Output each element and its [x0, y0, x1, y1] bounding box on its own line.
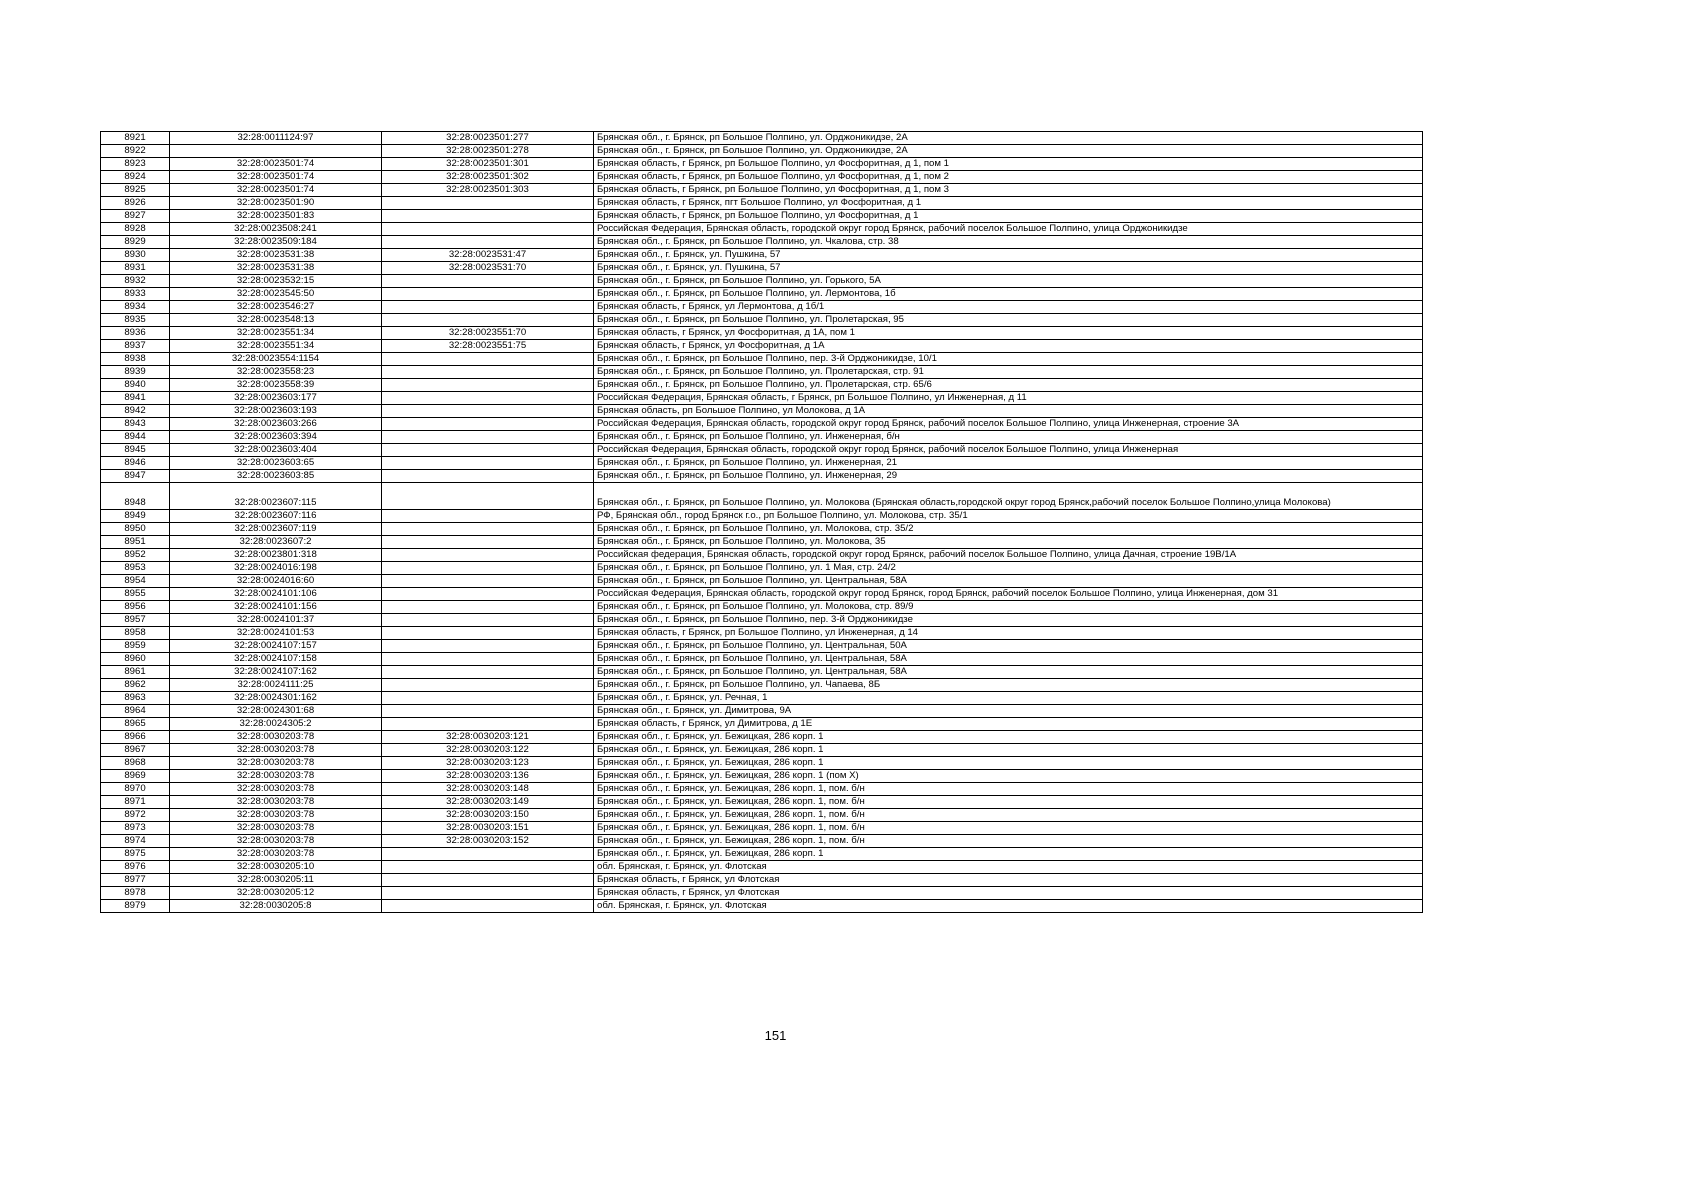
- object-cadastral-number-cell: [382, 314, 594, 327]
- row-number-cell: 8946: [101, 457, 170, 470]
- cadastral-number-cell: 32:28:0023801:318: [170, 549, 382, 562]
- address-cell: Брянская обл., г. Брянск, рп Большое Полпино, ул. 1 Мая, стр. 24/2: [594, 562, 1423, 575]
- cadastral-number-cell: 32:28:0023603:394: [170, 431, 382, 444]
- address-cell: Брянская обл., г. Брянск, рп Большое Полпино, ул. Пролетарская, стр. 65/6: [594, 379, 1423, 392]
- address-cell: Российская Федерация, Брянская область, городской округ город Брянск, рабочий поселок Большое Полпино, улица Инженерная, строение 3А: [594, 418, 1423, 431]
- table-row: [101, 796, 1423, 809]
- object-cadastral-number-cell: [382, 223, 594, 236]
- table-row: [101, 314, 1423, 327]
- object-cadastral-number-cell: 32:28:0030203:148: [382, 783, 594, 796]
- cadastral-number-cell: 32:28:0023603:404: [170, 444, 382, 457]
- row-number-cell: 8974: [101, 835, 170, 848]
- object-cadastral-number-cell: [382, 692, 594, 705]
- cadastral-number-cell: 32:28:0023607:2: [170, 536, 382, 549]
- cadastral-number-cell: 32:28:0023603:85: [170, 470, 382, 483]
- table-row: [101, 900, 1423, 913]
- row-number-cell: 8921: [101, 132, 170, 145]
- table-row: [101, 392, 1423, 405]
- address-cell: Брянская обл., г. Брянск, ул. Бежицкая, 286 корп. 1, пом. б/н: [594, 809, 1423, 822]
- cadastral-number-cell: 32:28:0023501:90: [170, 197, 382, 210]
- cadastral-number-cell: 32:28:0023603:177: [170, 392, 382, 405]
- row-number-cell: 8976: [101, 861, 170, 874]
- cadastral-number-cell: 32:28:0024107:162: [170, 666, 382, 679]
- cadastral-number-cell: 32:28:0030205:12: [170, 887, 382, 900]
- row-number-cell: 8972: [101, 809, 170, 822]
- address-cell: Брянская область, г Брянск, пгт Большое Полпино, ул Фосфоритная, д 1: [594, 197, 1423, 210]
- cadastral-number-cell: 32:28:0023501:74: [170, 171, 382, 184]
- object-cadastral-number-cell: [382, 718, 594, 731]
- object-cadastral-number-cell: [382, 405, 594, 418]
- table-row: [101, 145, 1423, 158]
- table-row: [101, 457, 1423, 470]
- address-cell: Брянская область, г Брянск, ул Лермонтова, д 1б/1: [594, 301, 1423, 314]
- object-cadastral-number-cell: [382, 210, 594, 223]
- table-row: [101, 353, 1423, 366]
- row-number-cell: 8959: [101, 640, 170, 653]
- table-row: [101, 562, 1423, 575]
- row-number-cell: 8971: [101, 796, 170, 809]
- cadastral-number-cell: 32:28:0030203:78: [170, 783, 382, 796]
- address-cell: Брянская обл., г. Брянск, рп Большое Полпино, ул. Горького, 5А: [594, 275, 1423, 288]
- cadastral-number-cell: 32:28:0023607:119: [170, 523, 382, 536]
- row-number-cell: 8970: [101, 783, 170, 796]
- object-cadastral-number-cell: [382, 705, 594, 718]
- table-row: [101, 171, 1423, 184]
- row-number-cell: 8969: [101, 770, 170, 783]
- table-row: [101, 132, 1423, 145]
- cadastral-number-cell: 32:28:0030203:78: [170, 835, 382, 848]
- table-row: [101, 783, 1423, 796]
- cadastral-number-cell: 32:28:0030203:78: [170, 796, 382, 809]
- table-row: [101, 327, 1423, 340]
- page-number: 151: [764, 1028, 787, 1043]
- object-cadastral-number-cell: [382, 301, 594, 314]
- table-row: [101, 809, 1423, 822]
- row-number-cell: 8945: [101, 444, 170, 457]
- address-cell: Брянская обл., г. Брянск, ул. Бежицкая, 286 корп. 1, пом. б/н: [594, 783, 1423, 796]
- table-row: [101, 223, 1423, 236]
- address-cell: Брянская обл., г. Брянск, рп Большое Полпино, ул. Инженерная, б/н: [594, 431, 1423, 444]
- row-number-cell: 8949: [101, 510, 170, 523]
- row-number-cell: 8963: [101, 692, 170, 705]
- address-cell: Брянская область, г Брянск, рп Большое Полпино, ул Фосфоритная, д 1, пом 1: [594, 158, 1423, 171]
- cadastral-number-cell: 32:28:0024016:60: [170, 575, 382, 588]
- table-row: [101, 249, 1423, 262]
- table-row: [101, 718, 1423, 731]
- row-number-cell: 8936: [101, 327, 170, 340]
- cadastral-number-cell: 32:28:0023603:193: [170, 405, 382, 418]
- address-cell: Брянская обл., г. Брянск, рп Большое Полпино, ул. Молокова, стр. 35/2: [594, 523, 1423, 536]
- object-cadastral-number-cell: [382, 536, 594, 549]
- object-cadastral-number-cell: 32:28:0030203:123: [382, 757, 594, 770]
- object-cadastral-number-cell: 32:28:0030203:150: [382, 809, 594, 822]
- object-cadastral-number-cell: [382, 848, 594, 861]
- address-cell: обл. Брянская, г. Брянск, ул. Флотская: [594, 861, 1423, 874]
- object-cadastral-number-cell: [382, 627, 594, 640]
- row-number-cell: 8967: [101, 744, 170, 757]
- registry-table: [100, 131, 1423, 913]
- row-number-cell: 8924: [101, 171, 170, 184]
- table-row: [101, 236, 1423, 249]
- table-row: [101, 848, 1423, 861]
- object-cadastral-number-cell: [382, 614, 594, 627]
- row-number-cell: 8979: [101, 900, 170, 913]
- address-cell: Российская Федерация, Брянская область, городской округ город Брянск, рабочий поселок Большое Полпино, улица Инженерная: [594, 444, 1423, 457]
- row-number-cell: 8926: [101, 197, 170, 210]
- object-cadastral-number-cell: [382, 275, 594, 288]
- cadastral-number-cell: 32:28:0011124:97: [170, 132, 382, 145]
- row-number-cell: 8955: [101, 588, 170, 601]
- row-number-cell: 8951: [101, 536, 170, 549]
- address-cell: Брянская область, г Брянск, ул Фосфоритная, д 1А: [594, 340, 1423, 353]
- object-cadastral-number-cell: [382, 653, 594, 666]
- table-row: [101, 210, 1423, 223]
- cadastral-number-cell: 32:28:0023532:15: [170, 275, 382, 288]
- row-number-cell: 8956: [101, 601, 170, 614]
- cadastral-number-cell: 32:28:0023501:83: [170, 210, 382, 223]
- table-row: [101, 158, 1423, 171]
- cadastral-number-cell: 32:28:0024016:198: [170, 562, 382, 575]
- object-cadastral-number-cell: [382, 418, 594, 431]
- object-cadastral-number-cell: [382, 549, 594, 562]
- object-cadastral-number-cell: [382, 575, 594, 588]
- row-number-cell: 8968: [101, 757, 170, 770]
- object-cadastral-number-cell: 32:28:0023501:303: [382, 184, 594, 197]
- cadastral-number-cell: 32:28:0024101:106: [170, 588, 382, 601]
- address-cell: Брянская обл., г. Брянск, рп Большое Полпино, ул. Центральная, 50А: [594, 640, 1423, 653]
- address-cell: Брянская обл., г. Брянск, рп Большое Полпино, ул. Пролетарская, 95: [594, 314, 1423, 327]
- table-row: [101, 536, 1423, 549]
- table-row: [101, 470, 1423, 483]
- cadastral-number-cell: [170, 145, 382, 158]
- row-number-cell: 8977: [101, 874, 170, 887]
- cadastral-number-cell: 32:28:0023603:266: [170, 418, 382, 431]
- address-cell: Брянская обл., г. Брянск, рп Большое Полпино, ул. Молокова, стр. 89/9: [594, 601, 1423, 614]
- object-cadastral-number-cell: 32:28:0023551:70: [382, 327, 594, 340]
- object-cadastral-number-cell: [382, 236, 594, 249]
- address-cell: Брянская обл., г. Брянск, рп Большое Полпино, ул. Орджоникидзе, 2А: [594, 145, 1423, 158]
- object-cadastral-number-cell: [382, 874, 594, 887]
- object-cadastral-number-cell: 32:28:0023501:278: [382, 145, 594, 158]
- address-cell: Брянская обл., г. Брянск, рп Большое Полпино, ул. Центральная, 58А: [594, 666, 1423, 679]
- row-number-cell: 8928: [101, 223, 170, 236]
- address-cell: Брянская обл., г. Брянск, рп Большое Полпино, ул. Пролетарская, стр. 91: [594, 366, 1423, 379]
- cadastral-number-cell: 32:28:0024107:158: [170, 653, 382, 666]
- table-row: [101, 340, 1423, 353]
- row-number-cell: 8922: [101, 145, 170, 158]
- table-row: [101, 510, 1423, 523]
- row-number-cell: 8939: [101, 366, 170, 379]
- cadastral-number-cell: 32:28:0024101:53: [170, 627, 382, 640]
- table-row: [101, 197, 1423, 210]
- object-cadastral-number-cell: [382, 588, 594, 601]
- address-cell: Брянская обл., г. Брянск, рп Большое Полпино, ул. Центральная, 58А: [594, 653, 1423, 666]
- cadastral-number-cell: 32:28:0030203:78: [170, 757, 382, 770]
- address-cell: Брянская область, г Брянск, рп Большое Полпино, ул Фосфоритная, д 1, пом 3: [594, 184, 1423, 197]
- cadastral-number-cell: 32:28:0030203:78: [170, 731, 382, 744]
- address-cell: Брянская обл., г. Брянск, ул. Пушкина, 57: [594, 249, 1423, 262]
- row-number-cell: 8965: [101, 718, 170, 731]
- object-cadastral-number-cell: [382, 601, 594, 614]
- address-cell: Брянская обл., г. Брянск, ул. Димитрова, 9А: [594, 705, 1423, 718]
- cadastral-number-cell: 32:28:0023508:241: [170, 223, 382, 236]
- table-row: [101, 653, 1423, 666]
- row-number-cell: 8953: [101, 562, 170, 575]
- address-cell: Брянская обл., г. Брянск, рп Большое Полпино, ул. Чкалова, стр. 38: [594, 236, 1423, 249]
- table-row: [101, 640, 1423, 653]
- table-row: [101, 835, 1423, 848]
- cadastral-number-cell: 32:28:0030205:10: [170, 861, 382, 874]
- row-number-cell: 8938: [101, 353, 170, 366]
- table-row: [101, 874, 1423, 887]
- table-row: [101, 431, 1423, 444]
- object-cadastral-number-cell: 32:28:0030203:151: [382, 822, 594, 835]
- object-cadastral-number-cell: [382, 392, 594, 405]
- cadastral-number-cell: 32:28:0023558:39: [170, 379, 382, 392]
- cadastral-number-cell: 32:28:0030203:78: [170, 809, 382, 822]
- address-cell: Брянская обл., г. Брянск, ул. Речная, 1: [594, 692, 1423, 705]
- cadastral-number-cell: 32:28:0024301:68: [170, 705, 382, 718]
- row-number-cell: 8975: [101, 848, 170, 861]
- table-row: [101, 444, 1423, 457]
- address-cell: Брянская обл., г. Брянск, рп Большое Полпино, ул. Орджоникидзе, 2А: [594, 132, 1423, 145]
- cadastral-number-cell: 32:28:0030203:78: [170, 770, 382, 783]
- table-row: [101, 523, 1423, 536]
- table-row: [101, 757, 1423, 770]
- row-number-cell: 8934: [101, 301, 170, 314]
- object-cadastral-number-cell: 32:28:0030203:122: [382, 744, 594, 757]
- row-number-cell: 8932: [101, 275, 170, 288]
- row-number-cell: 8966: [101, 731, 170, 744]
- cadastral-number-cell: 32:28:0024101:37: [170, 614, 382, 627]
- address-cell: Российская Федерация, Брянская область, городской округ город Брянск, рабочий поселок Большое Полпино, улица Орджоникидзе: [594, 223, 1423, 236]
- object-cadastral-number-cell: 32:28:0023531:70: [382, 262, 594, 275]
- row-number-cell: 8962: [101, 679, 170, 692]
- address-cell: Брянская обл., г. Брянск, рп Большое Полпино, ул. Молокова (Брянская область,городской округ город Брянск,рабочий поселок Большое Полпино,улица Молокова): [594, 483, 1423, 510]
- object-cadastral-number-cell: 32:28:0023501:277: [382, 132, 594, 145]
- table-row: [101, 275, 1423, 288]
- row-number-cell: 8940: [101, 379, 170, 392]
- object-cadastral-number-cell: [382, 679, 594, 692]
- table-row: [101, 575, 1423, 588]
- row-number-cell: 8944: [101, 431, 170, 444]
- address-cell: Брянская обл., г. Брянск, рп Большое Полпино, ул. Инженерная, 29: [594, 470, 1423, 483]
- row-number-cell: 8942: [101, 405, 170, 418]
- table-row: [101, 262, 1423, 275]
- cadastral-number-cell: 32:28:0023509:184: [170, 236, 382, 249]
- address-cell: Брянская область, г Брянск, ул Димитрова, д 1Е: [594, 718, 1423, 731]
- cadastral-number-cell: 32:28:0023607:115: [170, 483, 382, 510]
- cadastral-number-cell: 32:28:0030203:78: [170, 822, 382, 835]
- row-number-cell: 8929: [101, 236, 170, 249]
- object-cadastral-number-cell: [382, 900, 594, 913]
- table-row: [101, 184, 1423, 197]
- object-cadastral-number-cell: [382, 197, 594, 210]
- table-row: [101, 627, 1423, 640]
- row-number-cell: 8960: [101, 653, 170, 666]
- row-number-cell: 8950: [101, 523, 170, 536]
- table-row: [101, 744, 1423, 757]
- address-cell: Брянская обл., г. Брянск, ул. Бежицкая, 286 корп. 1, пом. б/н: [594, 822, 1423, 835]
- row-number-cell: 8978: [101, 887, 170, 900]
- table-row: [101, 601, 1423, 614]
- object-cadastral-number-cell: [382, 861, 594, 874]
- cadastral-number-cell: 32:28:0030205:8: [170, 900, 382, 913]
- address-cell: Брянская область, г Брянск, ул Фосфоритная, д 1А, пом 1: [594, 327, 1423, 340]
- table-row: [101, 666, 1423, 679]
- object-cadastral-number-cell: [382, 523, 594, 536]
- object-cadastral-number-cell: 32:28:0030203:149: [382, 796, 594, 809]
- row-number-cell: 8961: [101, 666, 170, 679]
- address-cell: Брянская область, г Брянск, рп Большое Полпино, ул Инженерная, д 14: [594, 627, 1423, 640]
- address-cell: Брянская обл., г. Брянск, ул. Бежицкая, 286 корп. 1: [594, 731, 1423, 744]
- object-cadastral-number-cell: 32:28:0023501:301: [382, 158, 594, 171]
- row-number-cell: 8973: [101, 822, 170, 835]
- address-cell: Брянская обл., г. Брянск, ул. Бежицкая, 286 корп. 1: [594, 744, 1423, 757]
- address-cell: Брянская область, г Брянск, ул Флотская: [594, 874, 1423, 887]
- address-cell: Брянская обл., г. Брянск, рп Большое Полпино, ул. Инженерная, 21: [594, 457, 1423, 470]
- row-number-cell: 8958: [101, 627, 170, 640]
- object-cadastral-number-cell: [382, 288, 594, 301]
- row-number-cell: 8941: [101, 392, 170, 405]
- cadastral-number-cell: 32:28:0023501:74: [170, 158, 382, 171]
- table-row: [101, 770, 1423, 783]
- table-row: [101, 861, 1423, 874]
- object-cadastral-number-cell: 32:28:0030203:152: [382, 835, 594, 848]
- cadastral-number-cell: 32:28:0023548:13: [170, 314, 382, 327]
- address-cell: Брянская обл., г. Брянск, ул. Бежицкая, 286 корп. 1, пом. б/н: [594, 796, 1423, 809]
- address-cell: Брянская обл., г. Брянск, рп Большое Полпино, пер. 3-й Орджоникидзе: [594, 614, 1423, 627]
- address-cell: РФ, Брянская обл., город Брянск г.о., рп Большое Полпино, ул. Молокова, стр. 35/1: [594, 510, 1423, 523]
- address-cell: Брянская обл., г. Брянск, ул. Пушкина, 57: [594, 262, 1423, 275]
- cadastral-number-cell: 32:28:0023607:116: [170, 510, 382, 523]
- cadastral-number-cell: 32:28:0030203:78: [170, 744, 382, 757]
- object-cadastral-number-cell: [382, 353, 594, 366]
- cadastral-number-cell: 32:28:0024101:156: [170, 601, 382, 614]
- table-row: [101, 288, 1423, 301]
- address-cell: Брянская область, г Брянск, рп Большое Полпино, ул Фосфоритная, д 1, пом 2: [594, 171, 1423, 184]
- address-cell: Брянская обл., г. Брянск, рп Большое Полпино, ул. Центральная, 58А: [594, 575, 1423, 588]
- address-cell: Российская Федерация, Брянская область, городской округ город Брянск, город Брянск, рабочий поселок Большое Полпино, улица Инженерная, дом 31: [594, 588, 1423, 601]
- table-body: [101, 132, 1423, 913]
- object-cadastral-number-cell: 32:28:0023501:302: [382, 171, 594, 184]
- object-cadastral-number-cell: [382, 666, 594, 679]
- address-cell: Брянская обл., г. Брянск, ул. Бежицкая, 286 корп. 1, пом. б/н: [594, 835, 1423, 848]
- cadastral-number-cell: 32:28:0023546:27: [170, 301, 382, 314]
- table-row: [101, 731, 1423, 744]
- address-cell: Российская Федерация, Брянская область, г Брянск, рп Большое Полпино, ул Инженерная, д 11: [594, 392, 1423, 405]
- table-row: [101, 549, 1423, 562]
- cadastral-number-cell: 32:28:0023545:50: [170, 288, 382, 301]
- object-cadastral-number-cell: [382, 640, 594, 653]
- cadastral-number-cell: 32:28:0023531:38: [170, 262, 382, 275]
- address-cell: Брянская обл., г. Брянск, рп Большое Полпино, ул. Лермонтова, 1б: [594, 288, 1423, 301]
- object-cadastral-number-cell: [382, 887, 594, 900]
- cadastral-number-cell: 32:28:0023531:38: [170, 249, 382, 262]
- object-cadastral-number-cell: [382, 379, 594, 392]
- address-cell: Брянская область, рп Большое Полпино, ул Молокова, д 1А: [594, 405, 1423, 418]
- cadastral-number-cell: 32:28:0023558:23: [170, 366, 382, 379]
- row-number-cell: 8927: [101, 210, 170, 223]
- object-cadastral-number-cell: [382, 470, 594, 483]
- row-number-cell: 8925: [101, 184, 170, 197]
- row-number-cell: 8943: [101, 418, 170, 431]
- cadastral-number-cell: 32:28:0024107:157: [170, 640, 382, 653]
- object-cadastral-number-cell: [382, 457, 594, 470]
- cadastral-number-cell: 32:28:0023554:1154: [170, 353, 382, 366]
- row-number-cell: 8931: [101, 262, 170, 275]
- object-cadastral-number-cell: 32:28:0030203:121: [382, 731, 594, 744]
- table-row: [101, 301, 1423, 314]
- address-cell: обл. Брянская, г. Брянск, ул. Флотская: [594, 900, 1423, 913]
- object-cadastral-number-cell: 32:28:0023531:47: [382, 249, 594, 262]
- object-cadastral-number-cell: 32:28:0023551:75: [382, 340, 594, 353]
- table-row: [101, 418, 1423, 431]
- cadastral-number-cell: 32:28:0024111:25: [170, 679, 382, 692]
- address-cell: Брянская обл., г. Брянск, ул. Бежицкая, 286 корп. 1: [594, 757, 1423, 770]
- cadastral-number-cell: 32:28:0023501:74: [170, 184, 382, 197]
- table-row: [101, 614, 1423, 627]
- address-cell: Брянская область, г Брянск, рп Большое Полпино, ул Фосфоритная, д 1: [594, 210, 1423, 223]
- object-cadastral-number-cell: [382, 483, 594, 510]
- row-number-cell: 8947: [101, 470, 170, 483]
- table-row: [101, 379, 1423, 392]
- address-cell: Брянская обл., г. Брянск, рп Большое Полпино, ул. Чапаева, 8Б: [594, 679, 1423, 692]
- address-cell: Брянская обл., г. Брянск, рп Большое Полпино, ул. Молокова, 35: [594, 536, 1423, 549]
- row-number-cell: 8930: [101, 249, 170, 262]
- row-number-cell: 8933: [101, 288, 170, 301]
- table-row: [101, 483, 1423, 510]
- row-number-cell: 8957: [101, 614, 170, 627]
- address-cell: Брянская область, г Брянск, ул Флотская: [594, 887, 1423, 900]
- table-row: [101, 692, 1423, 705]
- table-row: [101, 588, 1423, 601]
- table-row: [101, 887, 1423, 900]
- object-cadastral-number-cell: [382, 431, 594, 444]
- object-cadastral-number-cell: [382, 510, 594, 523]
- address-cell: Брянская обл., г. Брянск, ул. Бежицкая, 286 корп. 1: [594, 848, 1423, 861]
- row-number-cell: 8937: [101, 340, 170, 353]
- table-row: [101, 822, 1423, 835]
- cadastral-number-cell: 32:28:0030203:78: [170, 848, 382, 861]
- object-cadastral-number-cell: [382, 366, 594, 379]
- table-row: [101, 705, 1423, 718]
- object-cadastral-number-cell: 32:28:0030203:136: [382, 770, 594, 783]
- address-cell: Брянская обл., г. Брянск, ул. Бежицкая, 286 корп. 1 (пом X): [594, 770, 1423, 783]
- cadastral-number-cell: 32:28:0023551:34: [170, 340, 382, 353]
- row-number-cell: 8935: [101, 314, 170, 327]
- table-row: [101, 405, 1423, 418]
- cadastral-number-cell: 32:28:0023603:65: [170, 457, 382, 470]
- row-number-cell: 8964: [101, 705, 170, 718]
- cadastral-number-cell: 32:28:0024305:2: [170, 718, 382, 731]
- object-cadastral-number-cell: [382, 444, 594, 457]
- row-number-cell: 8952: [101, 549, 170, 562]
- row-number-cell: 8923: [101, 158, 170, 171]
- cadastral-number-cell: 32:28:0024301:162: [170, 692, 382, 705]
- table-row: [101, 679, 1423, 692]
- row-number-cell: 8948: [101, 483, 170, 510]
- row-number-cell: 8954: [101, 575, 170, 588]
- table-row: [101, 366, 1423, 379]
- cadastral-number-cell: 32:28:0030205:11: [170, 874, 382, 887]
- address-cell: Брянская обл., г. Брянск, рп Большое Полпино, пер. 3-й Орджоникидзе, 10/1: [594, 353, 1423, 366]
- address-cell: Российская федерация, Брянская область, городской округ город Брянск, рабочий поселок Большое Полпино, улица Дачная, строение 19В/1А: [594, 549, 1423, 562]
- object-cadastral-number-cell: [382, 562, 594, 575]
- cadastral-number-cell: 32:28:0023551:34: [170, 327, 382, 340]
